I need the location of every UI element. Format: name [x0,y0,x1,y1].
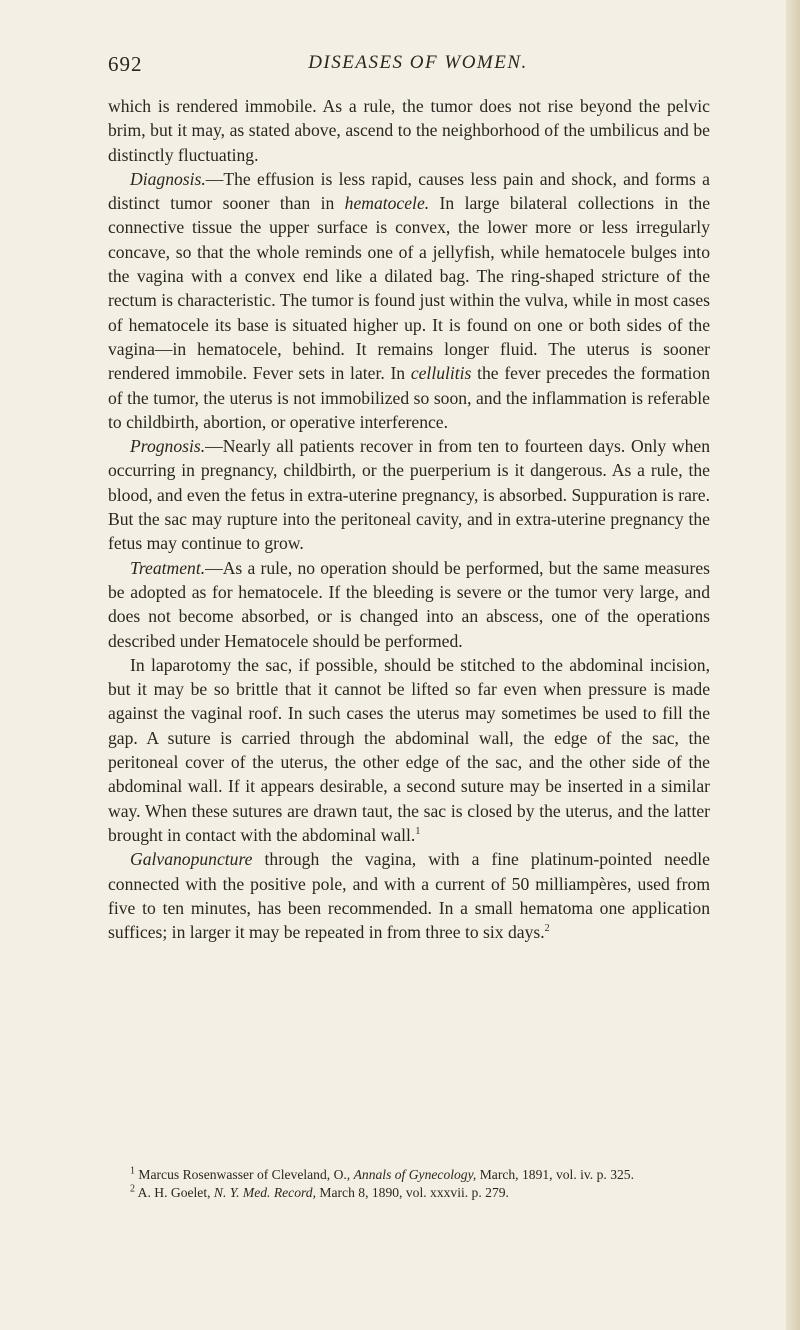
page-header [108,52,708,82]
emphasis-hematocele: hematocele. [344,193,430,214]
running-title: DISEASES OF WOMEN. [308,52,528,73]
footnote-text: A. H. Goelet, [135,1184,214,1200]
paragraph-text: through the vagina, with a fine platinum-pointed needle connected with the positive pole, and with a current of 50 milliampères, used from five to ten minutes, has been recommended. In a small hematoma one application suffices; in larger it may be repeated in from three to six days. [108,849,710,943]
paragraph-continuation [108,94,710,167]
emphasis-cellulitis: cellulitis [410,363,472,384]
paragraph-laparotomy [108,653,710,847]
footnote-1 [108,1166,710,1184]
paragraph-galvanopuncture [108,847,710,944]
section-lead-galvanopuncture: Galvanopuncture [130,849,253,870]
paragraph-diagnosis [108,167,710,434]
footnote-mark-1: 1 [130,1165,135,1177]
paragraph-prognosis [108,434,710,555]
footnote-journal-title: N. Y. Med. Record, [213,1184,316,1200]
footnote-mark-2: 2 [130,1182,135,1194]
paragraph-text: —As a rule, no operation should be performed, but the same measures be adopted as for hematocele. If the bleeding is severe or the tumor very large, and does not become absorbed, or is changed into an abscess, one of the operations described under Hematocele should be performed. [108,557,710,651]
footnote-journal-title: Annals of Gynecology, [353,1167,477,1182]
footnote-text: Marcus Rosenwasser of Cleveland, O., [135,1167,354,1182]
footnote-ref-2[interactable]: 2 [544,923,550,935]
section-lead-prognosis: Prognosis. [130,436,206,457]
paragraph-text: In large bilateral collections in the connective tissue the upper surface is convex, the lower more or less irregularly concave, so that the whole reminds one of a jellyfish, while hematocele bulges into the vagina with a convex end like a dilated bag. The ring-shaped stricture of the rectum is characteristic. The tumor is found just within the vulva, while in most cases of hematocele its base is situated higher up. It is found on one or both sides of the vagina—in hematocele, behind. It remains longer fluid. The uterus is sooner rendered immobile. Fever sets in later. In [108,193,711,384]
footnote-ref-1[interactable]: 1 [415,826,421,838]
paragraph-treatment [108,556,710,653]
paragraph-text: which is rendered immobile. As a rule, the tumor does not rise beyond the pelvic brim, but it may, as stated above, ascend to the neighborhood of the umbilicus and be distinctly fluctuating. [108,96,710,165]
paragraph-text: —The effusion is less rapid, causes less pain and shock, and forms a distinct tumor sooner than in [108,168,710,214]
body-text [108,94,710,944]
footnote-text: March 8, 1890, vol. xxxvii. p. 279. [316,1184,509,1200]
footnote-text: March, 1891, vol. iv. p. 325. [476,1167,634,1182]
footnote-2 [108,1184,710,1202]
paragraph-text: the fever precedes the formation of the tumor, the uterus is not immobilized so soon, and the inflammation is referable to childbirth, abortion, or operative interference. [108,363,710,432]
footnotes [108,1166,710,1201]
page-edge-shadow [786,0,800,1330]
section-lead-treatment: Treatment. [130,557,206,578]
page-number: 692 [108,52,143,76]
paragraph-text: —Nearly all patients recover in from ten to fourteen days. Only when occurring in pregnancy, childbirth, or the puerperium is it dangerous. As a rule, the blood, and even the fetus in extra-uterine pregnancy, is absorbed. Suppuration is rare. But the sac may rupture into the peritoneal cavity, and in extra-uterine pregnancy the fetus may continue to grow. [108,436,710,554]
section-lead-diagnosis: Diagnosis. [130,168,206,189]
paragraph-text: In laparotomy the sac, if possible, should be stitched to the abdominal incision, but it may be so brittle that it cannot be lifted so far even when pressure is made against the vaginal roof. In such cases the uterus may sometimes be used to fill the gap. A suture is carried through the abdominal wall, the edge of the sac, the peritoneal cover of the uterus, the other edge of the sac, and the other side of the abdominal wall. If it appears desirable, a second suture may be inserted in a similar way. When these sutures are drawn taut, the sac is closed by the uterus, and the latter brought in contact with the abdominal wall. [108,654,710,845]
